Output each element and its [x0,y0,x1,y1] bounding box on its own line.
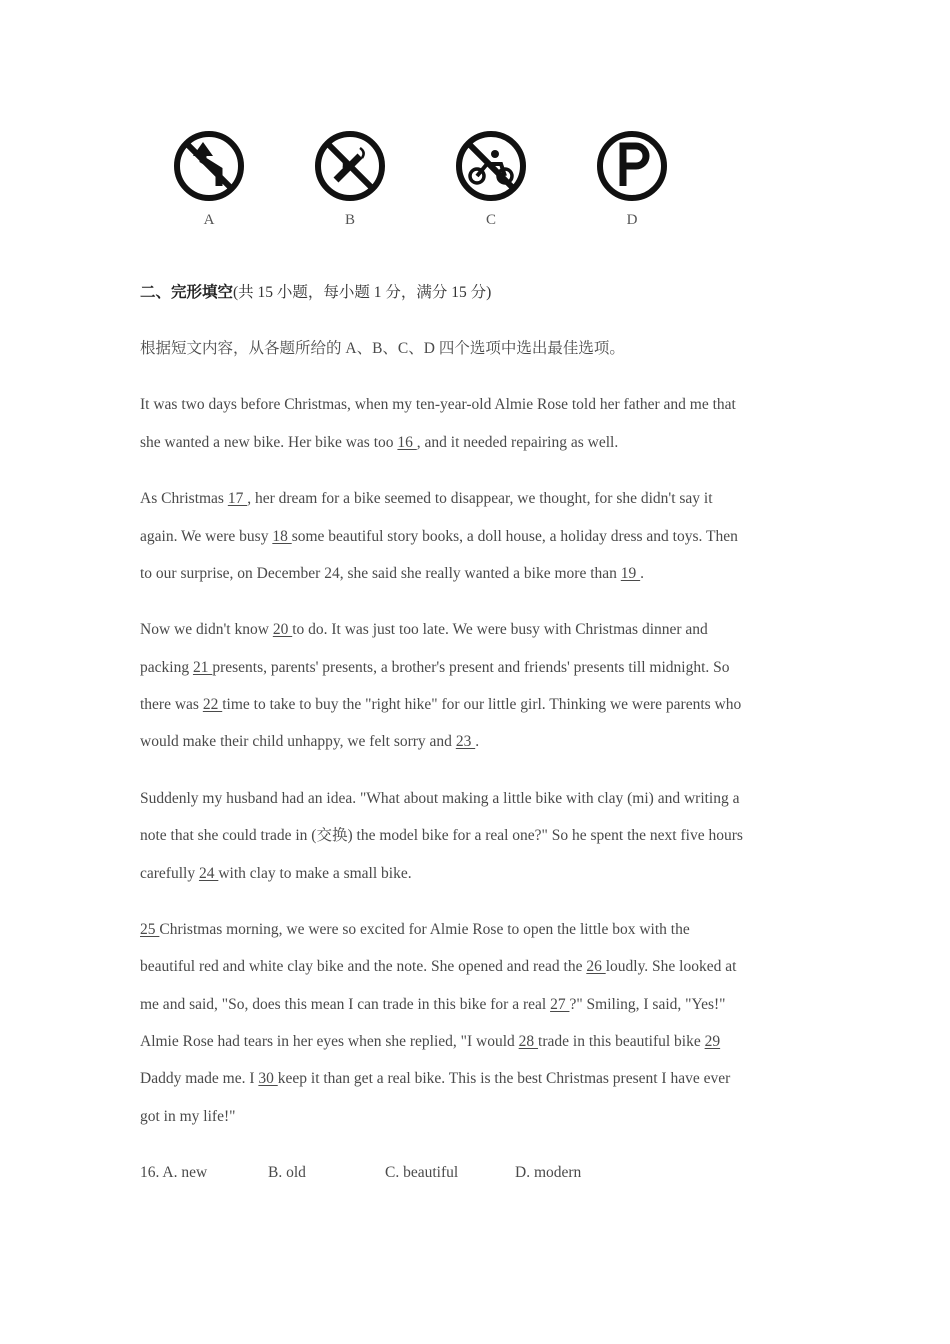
blank-17: 17 [227,490,248,507]
sign-a [173,130,253,235]
passage-line: she wanted a new bike. Her bike was too 16 , and it needed repairing as well. [140,434,619,451]
no-parking-icon [596,130,668,202]
passage-line: packing 21 presents, parents' presents, a brother's present and friends' presents till midnight. So [140,659,730,676]
passage-line: carefully 24 with clay to make a small bike. [140,865,412,882]
blank-16: 16 [397,434,417,451]
blank-29: 29 [704,1033,721,1050]
passage-line: note that she could trade in (交换) the model bike for a real one?" So he spent the next five hours [140,827,743,844]
sign-letter: A [203,212,215,228]
section-title-bold: 二、完形填空 [140,284,234,301]
question-16-option-b: B. old [268,1164,306,1181]
blank-30: 30 [258,1070,278,1087]
blank-19: 19 [620,565,641,582]
blank-22: 22 [202,696,223,713]
section-title [140,283,491,303]
sign-c [455,130,535,235]
sign-b [314,130,394,235]
question-16-option-a: 16. A. new [140,1164,208,1181]
blank-28: 28 [518,1033,539,1050]
passage-line: would make their child unhappy, we felt sorry and 23 . [140,733,480,750]
sign-letter: D [626,212,638,228]
blank-20: 20 [272,621,293,638]
no-left-turn-icon [173,130,245,202]
passage-line: to our surprise, on December 24, she said she really wanted a bike more than 19 . [140,565,645,582]
traffic-signs-row [168,130,688,235]
passage-line: As Christmas 17 , her dream for a bike seemed to disappear, we thought, for she didn't say it [140,490,713,507]
section-title-rest: (共 15 小题，每小题 1 分，满分 15 分) [233,284,492,301]
passage-line: there was 22 time to take to buy the "right hike" for our little girl. Thinking we were parents who [140,696,742,713]
question-16-option-c: C. beautiful [385,1164,459,1181]
blank-18: 18 [272,528,292,545]
passage-line: again. We were busy 18 some beautiful story books, a doll house, a holiday dress and toys. Then [140,528,738,545]
no-motorcycle-icon [455,130,527,202]
blank-25: 25 [140,921,160,938]
blank-27: 27 [550,996,570,1013]
instruction: 根据短文内容，从各题所给的 A、B、C、D 四个选项中选出最佳选项。 [140,340,625,357]
question-16-option-d: D. modern [515,1164,582,1181]
sign-letter: B [344,212,355,228]
sign-letter: C [485,212,496,228]
blank-26: 26 [586,958,606,975]
passage-line: Now we didn't know 20 to do. It was just too late. We were busy with Christmas dinner and [140,621,708,638]
blank-24: 24 [198,865,219,882]
sign-d [596,130,676,235]
passage-line: Daddy made me. I 30 keep it than get a real bike. This is the best Christmas present I have ever [140,1070,731,1087]
passage-line: 25 Christmas morning, we were so excited for Almie Rose to open the little box with the [140,921,690,938]
blank-21: 21 [192,659,213,676]
no-smoking-icon [314,130,386,202]
passage-line: It was two days before Christmas, when my ten-year-old Almie Rose told her father and me that [140,396,736,413]
passage-line: beautiful red and white clay bike and the note. She opened and read the 26 loudly. She looked at [140,958,737,975]
passage-line: me and said, "So, does this mean I can trade in this bike for a real 27 ?" Smiling, I said, "Yes!" [140,996,726,1013]
passage-line: got in my life!" [140,1108,236,1125]
blank-23: 23 [455,733,476,750]
passage-line: Suddenly my husband had an idea. "What about making a little bike with clay (mi) and writing a [140,790,740,807]
passage-line: Almie Rose had tears in her eyes when she replied, "I would 28 trade in this beautiful bike 29 [140,1033,721,1050]
